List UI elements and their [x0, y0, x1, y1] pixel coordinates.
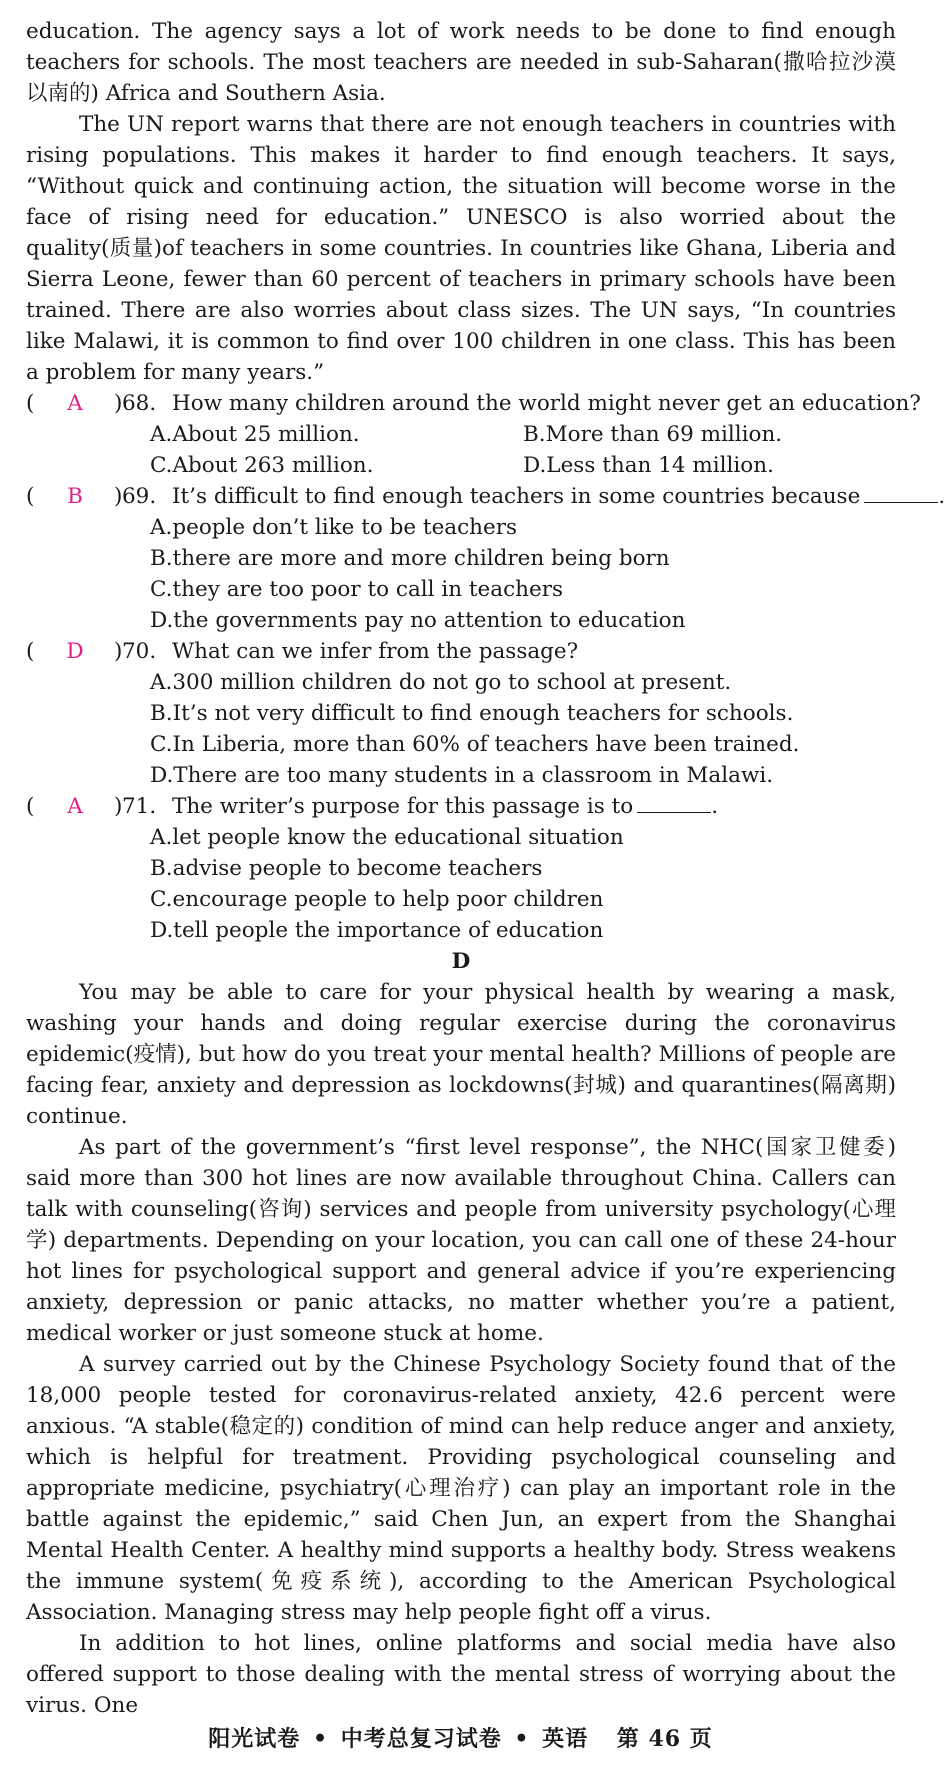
option-item: B.there are more and more children being born: [150, 546, 670, 571]
option-item: C.encourage people to help poor children: [150, 887, 604, 912]
answer-close-paren: ): [114, 484, 123, 509]
footer-series: 阳光试卷: [208, 1726, 301, 1752]
footer-dot: •: [514, 1726, 530, 1752]
question-number: 70.: [122, 639, 157, 664]
option-item: A.let people know the educational situation: [150, 825, 624, 850]
answer-letter: A: [67, 794, 83, 819]
option-item: A.300 million children do not go to school at present.: [150, 670, 732, 695]
page-content: [26, 16, 945, 1721]
option-list: [26, 419, 896, 481]
option-item: D.tell people the importance of education: [150, 918, 604, 943]
option-item: B.More than 69 million.: [523, 422, 783, 447]
passage-d: [26, 977, 896, 1721]
question-stem-text: The writer’s purpose for this passage is to: [172, 794, 634, 819]
footer-page-number: 第 46 页: [616, 1726, 713, 1752]
passage-c-paragraph-1: education. The agency says a lot of work needs to be done to find enough teachers for schools. The most teachers are needed in sub-Saharan(撒哈拉沙漠以南的) Africa and Southern Asia.: [26, 19, 896, 106]
question-text: [172, 791, 718, 822]
question-stem-text: What can we infer from the passage?: [172, 639, 579, 664]
option-item: C.About 263 million.: [150, 453, 374, 478]
option-list: [26, 512, 896, 636]
question-70: [26, 636, 896, 791]
answer-open-paren: (: [26, 484, 35, 509]
question-stem-row: [26, 636, 896, 667]
footer-dot: •: [312, 1726, 329, 1752]
passage-d-paragraph-2: As part of the government’s “first level response”, the NHC(国家卫健委) said more than 300 hot lines are now available throughout China. Callers can talk with counseling(咨询) services and people from university psychology(心理学) departments. Depending on your location, you can call one of these 24-hour hot lines for psychological support and general advice if you’re experiencing anxiety, depression or panic attacks, no matter whether you’re a patient, medical worker or just someone stuck at home.: [26, 1135, 896, 1346]
question-text: [172, 481, 945, 512]
question-stem-row: [26, 481, 945, 512]
answer-letter: A: [67, 391, 83, 416]
option-item: C.they are too poor to call in teachers: [150, 577, 564, 602]
question-text: [172, 388, 921, 419]
section-d-heading: D: [451, 949, 471, 974]
answer-close-paren: ): [114, 794, 123, 819]
footer-title: 中考总复习试卷: [340, 1726, 502, 1752]
option-item: C.In Liberia, more than 60% of teachers have been trained.: [150, 732, 800, 757]
question-stem-row: [26, 791, 896, 822]
option-item: D.There are too many students in a classroom in Malawi.: [150, 763, 774, 788]
answer-open-paren: (: [26, 794, 35, 819]
question-end-punct: .: [938, 484, 945, 509]
option-list: [26, 822, 896, 946]
question-list: [26, 388, 945, 946]
question-69: [26, 481, 945, 636]
answer-letter: B: [67, 484, 83, 509]
question-number: 69.: [122, 484, 157, 509]
option-item: A.About 25 million.: [150, 422, 360, 447]
question-number: 71.: [122, 794, 157, 819]
question-stem-text: How many children around the world might never get an education?: [172, 391, 921, 416]
answer-close-paren: ): [114, 391, 123, 416]
question-stem-row: [26, 388, 921, 419]
question-71: [26, 791, 896, 946]
answer-open-paren: (: [26, 639, 35, 664]
question-number: 68.: [122, 391, 157, 416]
question-68: [26, 388, 921, 481]
answer-blank[interactable]: [637, 792, 711, 813]
footer-subject: 英语: [542, 1726, 589, 1752]
option-list: [26, 667, 896, 791]
option-item: D.the governments pay no attention to education: [150, 608, 686, 633]
passage-d-paragraph-4: In addition to hot lines, online platforms and social media have also offered support to those dealing with the mental stress of worrying about the virus. One: [26, 1631, 896, 1718]
option-item: D.Less than 14 million.: [523, 453, 774, 478]
answer-letter: D: [66, 639, 84, 664]
answer-open-paren: (: [26, 391, 35, 416]
passage-c: [26, 16, 896, 388]
option-item: B.advise people to become teachers: [150, 856, 543, 881]
page-footer: [0, 1722, 921, 1753]
option-row: [26, 419, 896, 450]
question-stem-text: It’s difficult to find enough teachers in some countries because: [172, 484, 861, 509]
option-row: [26, 450, 896, 481]
answer-blank[interactable]: [864, 482, 938, 503]
option-item: A.people don’t like to be teachers: [150, 515, 518, 540]
option-item: B.It’s not very difficult to find enough teachers for schools.: [150, 701, 794, 726]
passage-d-paragraph-3: A survey carried out by the Chinese Psychology Society found that of the 18,000 people tested for coronavirus-related anxiety, 42.6 percent were anxious. “A stable(稳定的) condition of mind can help reduce anger and anxiety, which is helpful for treatment. Providing psychological counseling and appropriate medicine, psychiatry(心理治疗) can play an important role in the battle against the epidemic,” said Chen Jun, an expert from the Shanghai Mental Health Center. A healthy mind supports a healthy body. Stress weakens the immune system(免疫系统), according to the American Psychological Association. Managing stress may help people fight off a virus.: [26, 1352, 896, 1625]
question-end-punct: .: [711, 794, 719, 819]
passage-c-paragraph-2: The UN report warns that there are not enough teachers in countries with rising populations. This makes it harder to find enough teachers. It says, “Without quick and continuing action, the situation will become worse in the face of rising need for education.” UNESCO is also worried about the quality(质量)of teachers in some countries. In countries like Ghana, Liberia and Sierra Leone, fewer than 60 percent of teachers in primary schools have been trained. There are also worries about class sizes. The UN says, “In countries like Malawi, it is common to find over 100 children in one class. This has been a problem for many years.”: [26, 112, 896, 385]
passage-d-paragraph-1: You may be able to care for your physical health by wearing a mask, washing your hands and doing regular exercise during the coronavirus epidemic(疫情), but how do you treat your mental health? Millions of people are facing fear, anxiety and depression as lockdowns(封城) and quarantines(隔离期) continue.: [26, 980, 896, 1129]
answer-close-paren: ): [114, 639, 123, 664]
question-text: [172, 636, 578, 667]
